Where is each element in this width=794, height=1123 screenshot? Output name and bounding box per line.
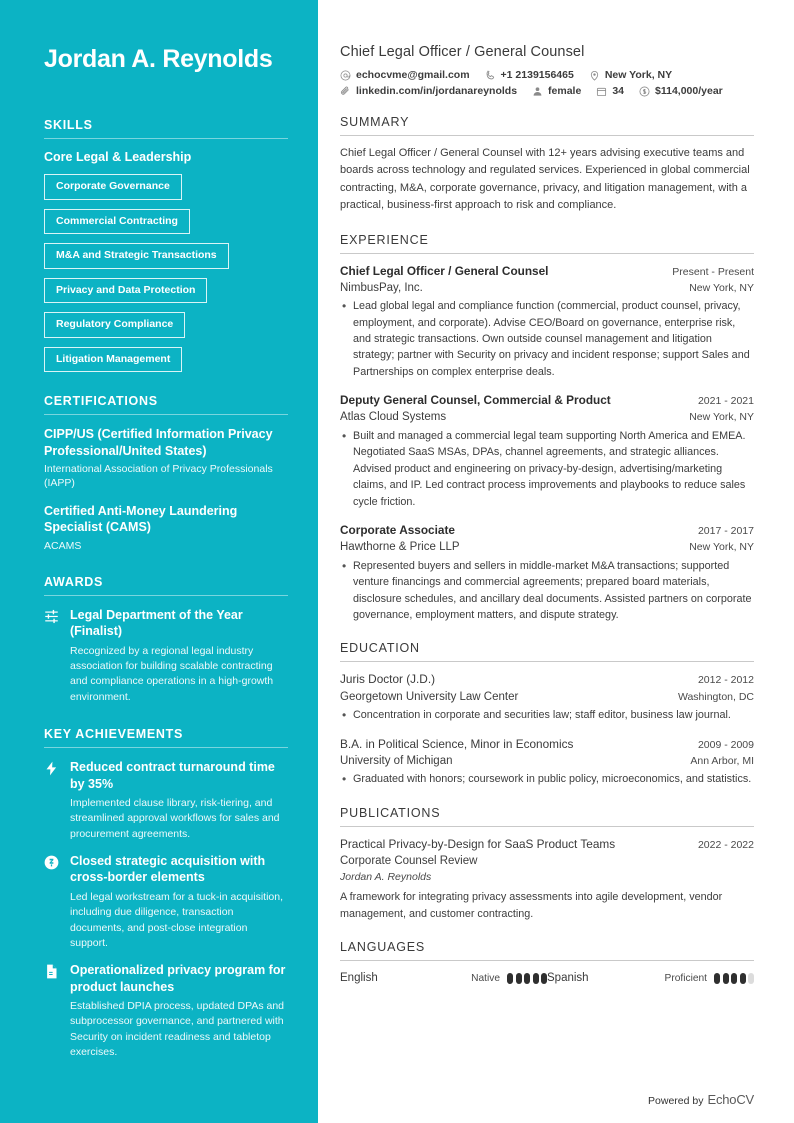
summary-text: Chief Legal Officer / General Counsel with 12+ years advising executive teams and boards across technology and regulated services. Experienced in global commercial contracting, M&A, corporate governance, privacy, and litigation management, with a practical, business-first approach to risk and compliance. [340,147,750,212]
education-bullets [340,771,754,787]
experience-role: Chief Legal Officer / General Counsel [340,263,549,278]
sidebar-section-key-achievements [44,727,288,1060]
certification-item [44,426,288,490]
skill-chip: Privacy and Data Protection [44,278,207,304]
education-entry [340,736,754,788]
main-content [318,0,794,1123]
skill-chip: Commercial Contracting [44,209,190,235]
proficiency-dot [748,973,754,984]
certification-name: Certified Anti-Money Laundering Specialist (CAMS) [44,503,238,535]
skill-chip-list [44,174,288,372]
achievement-body [70,853,288,951]
experience-bullet: • Built and managed a commercial legal team supporting North America and EMEA. Negotiated SaaS MSAs, DPAs, channel agreements, and strategic alliances. Advised product and engineering on privacy-by-design, advertising/marketing claims, and IP. Led contract process improvements and playbooks to reduce sales cycle friction. [340,428,754,510]
contact-phone[interactable] [485,69,574,81]
contact-linkedin-label: linkedin.com/in/jordanareynolds [356,85,518,97]
phone-icon [485,70,496,81]
contact-row-secondary [340,85,754,97]
experience-header [340,522,754,539]
contact-age [596,85,624,97]
experience-header [340,263,754,280]
publications-section-title: PUBLICATIONS [340,806,754,827]
publication-entry [340,836,754,922]
contact-age-label: 34 [612,85,625,97]
experience-location: New York, NY [689,541,754,554]
contact-phone-label: +1 2139156465 [500,69,574,81]
publication-description: A framework for integrating privacy assessments into agile development, vendor management, and customer contracting. [340,891,723,920]
contact-gender-label: female [548,85,582,97]
education-bullets [340,707,754,723]
experience-company: Hawthorne & Price LLP [340,541,460,554]
link-icon [340,86,351,97]
footer [648,1092,754,1107]
sliders-icon [44,607,61,624]
section-experience [340,233,754,624]
proficiency-dot [533,973,539,984]
sidebar-section-awards [44,575,288,705]
certification-name: CIPP/US (Certified Information Privacy Professional/United States) [44,427,273,458]
sidebar [0,0,318,1123]
section-publications [340,806,754,922]
certification-item [44,503,288,553]
education-degree: Juris Doctor (J.D.) [340,672,436,687]
experience-section-title: EXPERIENCE [340,233,754,254]
languages-list [340,970,754,984]
achievement-title: Closed strategic acquisition with cross-border elements [70,853,266,885]
awards-section-title: AWARDS [44,575,288,596]
contact-email-label: echocvme@gmail.com [356,69,470,81]
experience-role: Deputy General Counsel, Commercial & Product [340,393,611,408]
achievement-item [44,759,288,842]
achievement-title: Reduced contract turnaround time by 35% [70,759,275,791]
achievement-body [70,759,288,842]
proficiency-dot [516,973,522,984]
experience-entry [340,263,754,381]
location-pin-icon [589,70,600,81]
experience-bullet: • Represented buyers and sellers in middle-market M&A transactions; supported venture financings and commercial agreements; prepared board materials, disclosure schedules, and ancillary deal documents. Assisted partners on corporate governance, employment matters, and dispute strategy. [340,558,754,624]
experience-bullets [340,298,754,380]
key-achievements-section-title: KEY ACHIEVEMENTS [44,727,288,748]
proficiency-dot [723,973,729,984]
badge-circle-icon [44,853,61,870]
contact-location-label: New York, NY [604,69,673,81]
education-school: University of Michigan [340,754,453,767]
lightning-bolt-icon [44,759,61,776]
experience-bullets [340,428,754,510]
education-subheader [340,689,754,706]
education-date: 2009 - 2009 [697,738,754,751]
language-level: Proficient [664,972,707,984]
contact-email[interactable] [340,69,470,81]
certifications-section-title: CERTIFICATIONS [44,394,288,415]
education-location: Washington, DC [677,690,754,703]
achievement-description: Implemented clause library, risk-tiering, and streamlined approval workflows for sales and procurement agreements. [70,797,280,840]
experience-company: NimbusPay, Inc. [340,281,423,294]
award-body [70,607,288,705]
experience-date: 2021 - 2021 [697,395,754,408]
skill-chip: M&A and Strategic Transactions [44,243,229,269]
contact-salary [639,85,723,97]
publication-publisher: Corporate Counsel Review [340,854,478,867]
experience-bullet: • Lead global legal and compliance function (commercial, product counsel, privacy, employment, and corporate). Advise CEO/Board on governance, enterprise risk, and strategic transactions. Own outside counsel management and litigation strategy; partner with Security on privacy and incident response; support Sales and Partnerships on complex enterprise deals. [340,298,754,380]
award-description: Recognized by a regional legal industry association for building scalable contracting and compliance operations in a high-growth environment. [70,645,274,703]
experience-header [340,392,754,409]
publication-date: 2022 - 2022 [697,838,754,851]
language-name: Spanish [547,972,589,985]
experience-entry [340,392,754,510]
at-icon [340,70,351,81]
education-location: Ann Arbor, MI [690,754,754,767]
footer-brand: EchoCV [707,1092,754,1107]
publication-author: Jordan A. Reynolds [340,870,432,883]
sidebar-section-certifications [44,394,288,553]
education-subheader [340,753,754,770]
experience-company: Atlas Cloud Systems [340,411,447,424]
experience-entry [340,522,754,623]
experience-subheader [340,539,754,556]
skills-section-title: SKILLS [44,118,288,139]
education-section-title: EDUCATION [340,641,754,662]
calendar-icon [596,86,607,97]
education-bullet: • Concentration in corporate and securities law; staff editor, business law journal. [340,707,754,723]
section-summary [340,115,754,215]
experience-bullets [340,558,754,624]
dollar-circle-icon [639,86,650,97]
contact-salary-label: $114,000/year [655,85,723,97]
achievement-description: Established DPIA process, updated DPAs and subprocessor governance, and partnered with Security on incident readiness and tabletop exercises. [70,1000,285,1058]
language-proficiency-dots [714,973,754,984]
certification-org: International Association of Privacy Professionals (IAPP) [44,463,273,490]
candidate-name: Jordan A. Reynolds [44,45,273,73]
language-item [340,972,547,984]
experience-date: Present - Present [672,265,754,278]
skills-group-title: Core Legal & Leadership [44,150,192,164]
achievement-item [44,853,288,951]
proficiency-dot [524,973,530,984]
education-date: 2012 - 2012 [697,674,754,687]
skill-chip: Litigation Management [44,347,182,373]
education-degree: B.A. in Political Science, Minor in Economics [340,736,574,751]
education-bullet: • Graduated with honors; coursework in public policy, microeconomics, and statistics. [340,771,754,787]
experience-date: 2017 - 2017 [697,525,754,538]
languages-section-title: LANGUAGES [340,940,754,961]
achievement-body [70,962,288,1060]
footer-powered-by: Powered by [648,1095,704,1107]
skill-chip: Regulatory Compliance [44,312,185,338]
person-icon [532,86,543,97]
summary-section-title: SUMMARY [340,115,754,136]
language-name: English [340,972,378,985]
language-level: Native [471,972,500,984]
proficiency-dot [507,973,513,984]
contact-linkedin[interactable] [340,85,517,97]
experience-subheader [340,280,754,297]
publication-header [340,836,754,853]
contact-row-primary [340,69,754,81]
achievement-description: Led legal workstream for a tuck-in acquisition, including due diligence, transaction documents, and post-close integration support. [70,891,284,949]
publication-title: Practical Privacy-by-Design for SaaS Product Teams [340,836,616,851]
proficiency-dot [731,973,737,984]
achievement-item [44,962,288,1060]
experience-location: New York, NY [689,411,754,424]
proficiency-dot [740,973,746,984]
experience-subheader [340,409,754,426]
sidebar-section-skills [44,118,288,372]
experience-location: New York, NY [689,281,754,294]
award-title: Legal Department of the Year (Finalist) [70,607,243,639]
language-proficiency-dots [507,973,547,984]
contact-location [589,69,672,81]
education-header [340,671,754,688]
award-item [44,607,288,705]
document-icon [44,962,61,979]
language-item [547,972,754,984]
proficiency-dot [714,973,720,984]
achievement-title: Operationalized privacy program for product launches [70,962,286,994]
certification-org: ACAMS [44,539,82,552]
skill-chip: Corporate Governance [44,174,182,200]
section-languages [340,940,754,984]
candidate-headline: Chief Legal Officer / General Counsel [340,44,585,60]
section-education [340,641,754,787]
education-entry [340,671,754,723]
experience-role: Corporate Associate [340,523,455,538]
contact-gender [532,85,581,97]
education-header [340,736,754,753]
education-school: Georgetown University Law Center [340,690,519,703]
